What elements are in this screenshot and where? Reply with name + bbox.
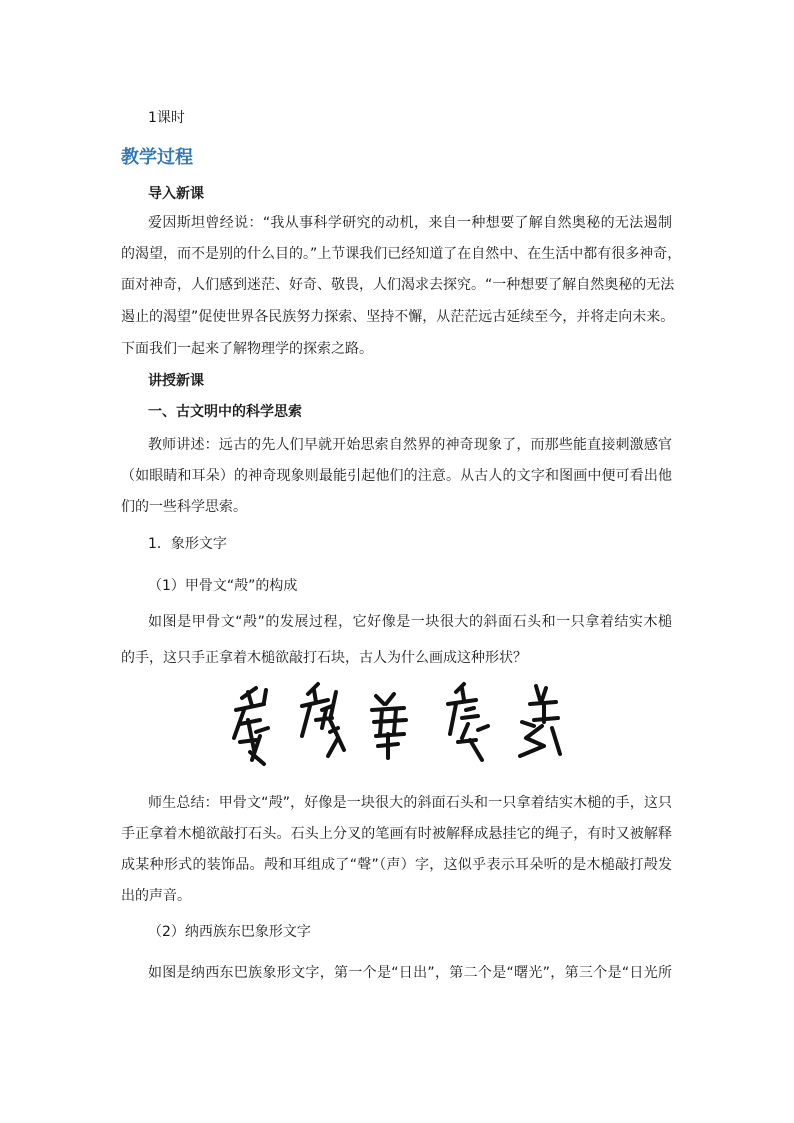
subsection-2-heading: （2）纳西族东巴象形文字 — [148, 924, 311, 940]
intro-title: 导入新课 — [148, 186, 204, 202]
oracle-glyph-3 — [372, 694, 406, 758]
summary-line-3: 成某种形式的装饰品。殸和耳组成了“聲”（声）字，这似乎表示耳朵听的是木槌敲打殸发 — [121, 857, 672, 873]
intro-line-3: 面对神奇，人们感到迷茫、好奇、敬畏，人们渴求去探究。“一种想要了解自然奥秘的无法 — [121, 277, 675, 293]
oracle-glyph-5 — [520, 686, 560, 756]
item-1-heading: 1．象形文字 — [148, 536, 227, 552]
intro-line-1: 爱因斯坦曾经说：“我从事科学研究的动机，来自一种想要了解自然奥秘的无法遏制 — [148, 215, 672, 231]
intro-line-5: 下面我们一起来了解物理学的探索之路。 — [121, 341, 373, 357]
sub1-line-2: 的手，这只手正拿着木槌欲敲打石块，古人为什么画成这种形状？ — [121, 650, 527, 666]
summary-line-4: 出的声音。 — [121, 888, 191, 904]
teaching-line-2: （如眼睛和耳朵）的神奇现象则最能引起他们的注意。从古人的文字和图画中便可看出他 — [121, 468, 672, 484]
lesson-duration: 1课时 — [148, 110, 185, 126]
teaching-line-1: 教师讲述：远古的先人们早就开始思索自然界的神奇现象了，而那些能直接刺激感官 — [148, 437, 672, 453]
subsection-1-heading: （1）甲骨文“殸”的构成 — [148, 578, 298, 594]
oracle-glyph-1 — [234, 688, 268, 764]
summary-line-1: 师生总结：甲骨文“殸”，好像是一块很大的斜面石头和一只拿着结实木槌的手，这只 — [148, 795, 672, 811]
intro-line-4: 遏止的渴望”促使世界各民族努力探索、坚持不懈，从茫茫远古延续至今，并将走向未来。 — [121, 309, 675, 325]
oracle-glyph-2 — [302, 684, 344, 756]
summary-line-2: 手正拿着木槌欲敲打石头。石头上分叉的笔画有时被解释成悬挂它的绳子，有时又被解释 — [121, 826, 672, 842]
sub2-line-1: 如图是纳西东巴族象形文字，第一个是“日出”，第二个是“曙光”，第三个是“日光所 — [148, 965, 672, 981]
teaching-subtitle: 一、古文明中的科学思索 — [148, 404, 302, 420]
oracle-glyph-4 — [448, 684, 488, 760]
intro-line-2: 的渴望，而不是别的什么目的。”上节课我们已经知道了在自然中、在生活中都有很多神奇， — [121, 246, 682, 262]
teaching-title: 讲授新课 — [148, 373, 204, 389]
sub1-line-1: 如图是甲骨文“殸”的发展过程，它好像是一块很大的斜面石头和一只拿着结实木槌 — [148, 614, 672, 630]
teaching-line-3: 们的一些科学思索。 — [121, 499, 247, 515]
section-title: 教学过程 — [121, 147, 193, 168]
oracle-bone-glyphs-figure — [226, 680, 572, 776]
